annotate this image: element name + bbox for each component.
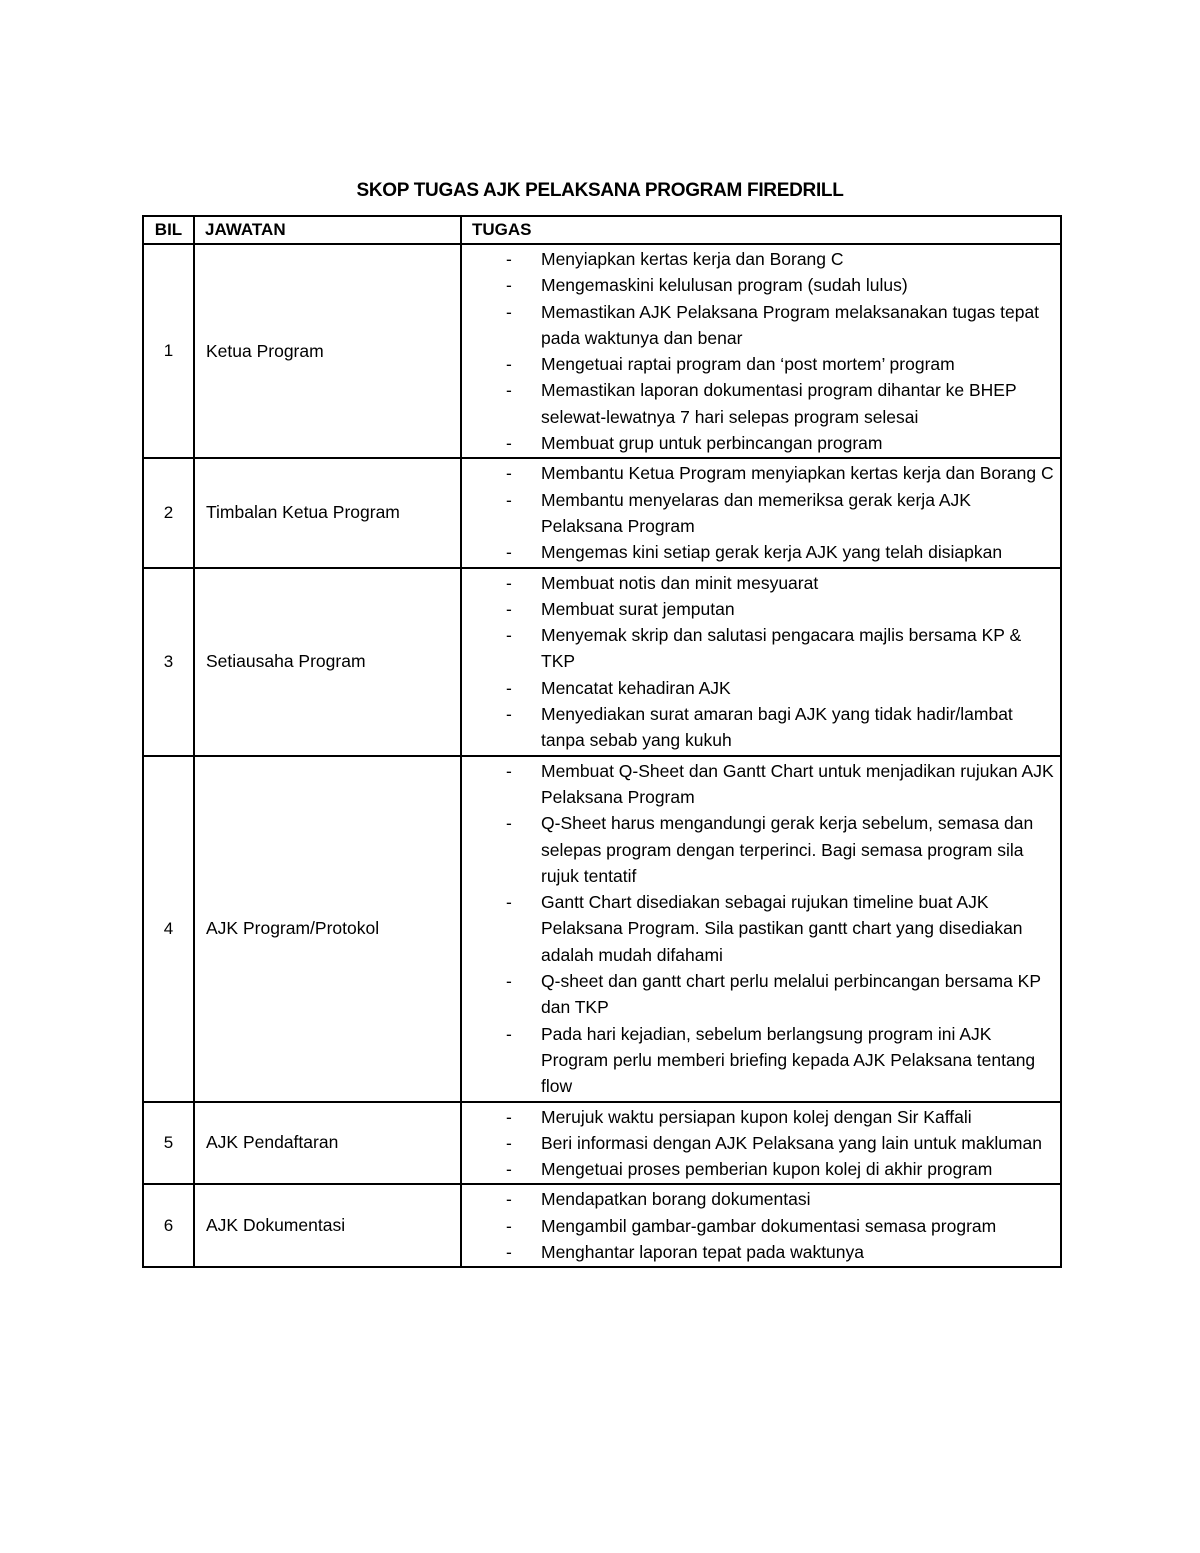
task-item: - Q-Sheet harus mengandungi gerak kerja sebelum, semasa dan selepas program dengan terperinci. Bagi semasa program sila rujuk tentatif	[462, 810, 1054, 889]
task-item: - Mengambil gambar-gambar dokumentasi semasa program	[462, 1213, 1054, 1239]
task-item: - Memastikan laporan dokumentasi program dihantar ke BHEP selewat-lewatnya 7 hari selepas program selesai	[462, 377, 1054, 430]
task-item: - Membuat notis dan minit mesyuarat	[462, 570, 1054, 596]
task-cell	[461, 244, 1061, 458]
task-item: - Q-sheet dan gantt chart perlu melalui perbincangan bersama KP dan TKP	[462, 968, 1054, 1021]
task-list	[462, 246, 1054, 456]
task-item: - Menyemak skrip dan salutasi pengacara majlis bersama KP & TKP	[462, 622, 1054, 675]
task-item: - Membantu menyelaras dan memeriksa gerak kerja AJK Pelaksana Program	[462, 487, 1054, 540]
row-number: 2	[143, 458, 194, 567]
task-item: - Gantt Chart disediakan sebagai rujukan timeline buat AJK Pelaksana Program. Sila pastikan gantt chart yang disediakan adalah mudah difahami	[462, 889, 1054, 968]
position-name: Timbalan Ketua Program	[194, 458, 461, 567]
task-item: - Mengetuai raptai program dan ‘post mortem’ program	[462, 351, 1054, 377]
header-jawatan: JAWATAN	[194, 216, 461, 244]
duty-table	[142, 215, 1062, 1268]
task-item: - Membuat Q-Sheet dan Gantt Chart untuk menjadikan rujukan AJK Pelaksana Program	[462, 758, 1054, 811]
task-item: - Membuat grup untuk perbincangan program	[462, 430, 1054, 456]
task-item: - Beri informasi dengan AJK Pelaksana yang lain untuk makluman	[462, 1130, 1054, 1156]
task-cell	[461, 1184, 1061, 1267]
task-item: - Menyediakan surat amaran bagi AJK yang tidak hadir/lambat tanpa sebab yang kukuh	[462, 701, 1054, 754]
task-item: - Menyiapkan kertas kerja dan Borang C	[462, 246, 1054, 272]
table-row	[143, 458, 1061, 567]
header-tugas: TUGAS	[461, 216, 1061, 244]
document-title: SKOP TUGAS AJK PELAKSANA PROGRAM FIREDRILL	[356, 180, 844, 201]
header-bil: BIL	[143, 216, 194, 244]
task-list	[462, 460, 1054, 565]
task-item: - Memastikan AJK Pelaksana Program melaksanakan tugas tepat pada waktunya dan benar	[462, 299, 1054, 352]
table-row	[143, 568, 1061, 756]
task-item: - Pada hari kejadian, sebelum berlangsung program ini AJK Program perlu memberi briefing kepada AJK Pelaksana tentang flow	[462, 1021, 1054, 1100]
task-cell	[461, 756, 1061, 1102]
task-item: - Mengemas kini setiap gerak kerja AJK yang telah disiapkan	[462, 539, 1054, 565]
task-item: - Mengetuai proses pemberian kupon kolej di akhir program	[462, 1156, 1054, 1182]
table-row	[143, 756, 1061, 1102]
task-cell	[461, 458, 1061, 567]
position-name: Ketua Program	[194, 244, 461, 458]
position-name: AJK Pendaftaran	[194, 1102, 461, 1185]
row-number: 5	[143, 1102, 194, 1185]
row-number: 6	[143, 1184, 194, 1267]
task-item: - Mencatat kehadiran AJK	[462, 675, 1054, 701]
task-list	[462, 758, 1054, 1100]
row-number: 3	[143, 568, 194, 756]
task-list	[462, 1186, 1054, 1265]
task-list	[462, 570, 1054, 754]
row-number: 1	[143, 244, 194, 458]
row-number: 4	[143, 756, 194, 1102]
position-name: AJK Program/Protokol	[194, 756, 461, 1102]
task-cell	[461, 568, 1061, 756]
table-row	[143, 1102, 1061, 1185]
task-item: - Mendapatkan borang dokumentasi	[462, 1186, 1054, 1212]
task-list	[462, 1104, 1054, 1183]
task-item: - Mengemaskini kelulusan program (sudah lulus)	[462, 272, 1054, 298]
task-item: - Membantu Ketua Program menyiapkan kertas kerja dan Borang C	[462, 460, 1054, 486]
position-name: Setiausaha Program	[194, 568, 461, 756]
table-row	[143, 244, 1061, 458]
task-cell	[461, 1102, 1061, 1185]
task-item: - Membuat surat jemputan	[462, 596, 1054, 622]
table-row	[143, 1184, 1061, 1267]
task-item: - Merujuk waktu persiapan kupon kolej dengan Sir Kaffali	[462, 1104, 1054, 1130]
position-name: AJK Dokumentasi	[194, 1184, 461, 1267]
task-item: - Menghantar laporan tepat pada waktunya	[462, 1239, 1054, 1265]
table-header-row	[143, 216, 1061, 244]
